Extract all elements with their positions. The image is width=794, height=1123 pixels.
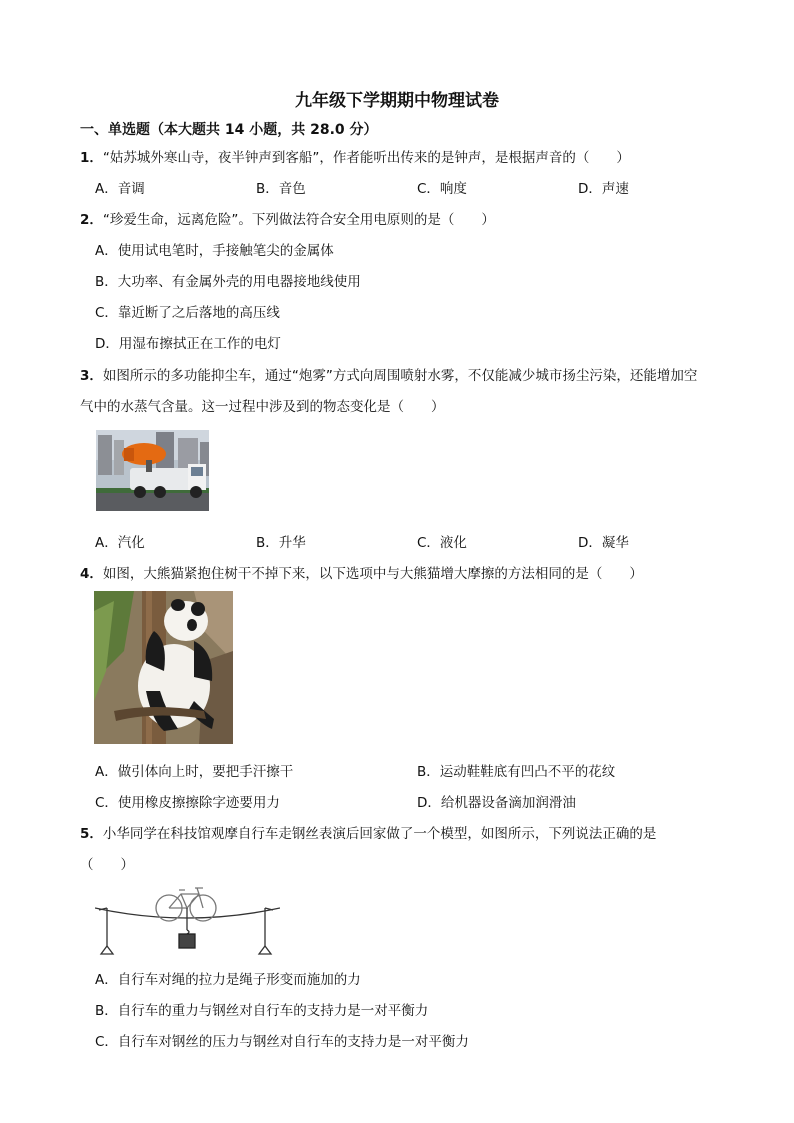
q4-option-d: D．给机器设备滴加润滑油	[417, 795, 576, 811]
q5-option-c: C．自行车对钢丝的压力与钢丝对自行车的支持力是一对平衡力	[95, 1034, 469, 1050]
q3-option-b: B．升华	[256, 535, 306, 551]
question-4	[80, 562, 643, 582]
question-3	[80, 364, 697, 384]
q3-option-d: D．凝华	[578, 535, 629, 551]
question-2	[80, 208, 495, 228]
question-text: 如图所示的多功能抑尘车，通过“炮雾”方式向周围喷射水雾，不仅能减少城市扬尘污染，还能增加空	[102, 368, 698, 384]
q1-option-a: A．音调	[95, 181, 145, 197]
q4-option-a: A．做引体向上时，要把手汗擦干	[95, 764, 294, 780]
q2-option-b: B．大功率、有金属外壳的用电器接地线使用	[95, 274, 361, 290]
q3-option-c: C．液化	[417, 535, 467, 551]
q4-option-b: B．运动鞋鞋底有凹凸不平的花纹	[417, 764, 616, 780]
question-1	[80, 146, 630, 166]
question-5	[80, 822, 656, 842]
question-number: 5．	[80, 826, 103, 842]
question-text: 如图，大熊猫紧抱住树干不掉下来，以下选项中与大熊猫增大摩擦的方法相同的是（ ）	[102, 566, 643, 582]
q5-option-a: A．自行车对绳的拉力是绳子形变而施加的力	[95, 972, 361, 988]
question-number: 1．	[80, 150, 103, 166]
question-3-cont: 气中的水蒸气含量。这一过程中涉及到的物态变化是（ ）	[80, 399, 445, 415]
question-5-cont: （ ）	[80, 857, 134, 873]
q1-option-d: D．声速	[578, 181, 629, 197]
question-number: 4．	[80, 566, 103, 582]
panda-image	[94, 591, 233, 744]
q2-option-d: D．用湿布擦拭正在工作的电灯	[95, 336, 281, 352]
q1-option-c: C．响度	[417, 181, 467, 197]
q4-option-c: C．使用橡皮擦擦除字迹要用力	[95, 795, 280, 811]
question-text: “姑苏城外寒山寺，夜半钟声到客船”，作者能听出传来的是钟声，是根据声音的（ ）	[102, 150, 630, 166]
question-text: “珍爱生命，远离危险”。下列做法符合安全用电原则的是（ ）	[102, 212, 495, 228]
q3-option-a: A．汽化	[95, 535, 145, 551]
q1-option-b: B．音色	[256, 181, 306, 197]
q5-option-b: B．自行车的重力与钢丝对自行车的支持力是一对平衡力	[95, 1003, 429, 1019]
bicycle-wire-diagram	[95, 878, 280, 956]
question-number: 3．	[80, 368, 103, 384]
page-title: 九年级下学期期中物理试卷	[295, 91, 499, 111]
question-number: 2．	[80, 212, 103, 228]
question-text: 小华同学在科技馆观摩自行车走钢丝表演后回家做了一个模型，如图所示，下列说法正确的是	[102, 826, 657, 842]
q2-option-c: C．靠近断了之后落地的高压线	[95, 305, 280, 321]
q2-option-a: A．使用试电笔时，手接触笔尖的金属体	[95, 243, 334, 259]
dust-truck-image	[96, 430, 209, 511]
section-heading: 一、单选题（本大题共 14 小题，共 28.0 分）	[80, 122, 378, 138]
